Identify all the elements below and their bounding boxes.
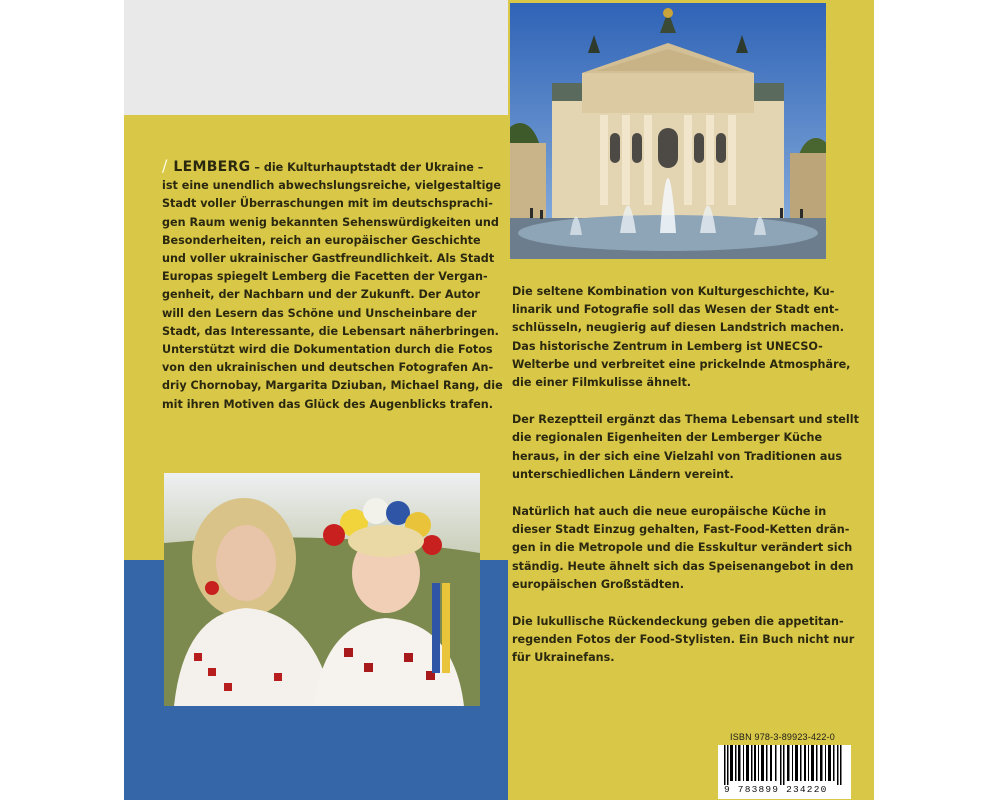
paragraph-line: europäischen Großstädten. bbox=[512, 577, 684, 591]
intro-line: Europas spiegelt Lemberg die Facetten der Vergan- bbox=[162, 270, 488, 284]
lead-word: LEMBERG bbox=[173, 159, 251, 175]
book-back-cover bbox=[124, 0, 874, 800]
intro-text bbox=[162, 157, 503, 414]
paragraph-line: Die seltene Kombination von Kulturgeschichte, Ku- bbox=[512, 285, 835, 298]
intro-line: mit ihren Motiven das Glück des Augenblicks trafen. bbox=[162, 397, 494, 411]
intro-line: gen Raum wenig bekannten Sehenswürdigkeiten und bbox=[162, 215, 499, 229]
paragraph-line: heraus, in der sich eine Vielzahl von Traditionen aus bbox=[512, 449, 843, 463]
paragraph-line: Das historische Zentrum in Lemberg ist UNECSO- bbox=[512, 339, 823, 353]
paragraph bbox=[512, 283, 859, 392]
intro-line: genheit, der Nachbarn und der Zukunft. Der Autor bbox=[162, 288, 480, 302]
right-column-text bbox=[512, 283, 859, 668]
intro-line: Stadt voller Überraschungen mit im deutschsprachi- bbox=[162, 197, 493, 211]
intro-line: ist eine unendlich abwechslungsreiche, vielgestaltige bbox=[162, 179, 502, 193]
intro-line: Unterstützt wird die Dokumentation durch die Fotos bbox=[162, 343, 493, 357]
isbn-label: ISBN 978-3-89923-422-0 bbox=[730, 732, 835, 742]
paragraph-line: dieser Stadt Einzug gehalten, Fast-Food-Ketten drän- bbox=[512, 523, 850, 537]
opera-house-illustration bbox=[510, 3, 826, 259]
intro-line: von den ukrainischen und deutschen Fotografen An- bbox=[162, 361, 494, 375]
paragraph-line: linarik und Fotografie soll das Wesen der Stadt ent- bbox=[512, 303, 839, 317]
paragraph-line: für Ukrainefans. bbox=[512, 651, 615, 665]
paragraph-line: schlüsseln, neugierig auf diesen Landstrich machen. bbox=[512, 321, 845, 335]
mother-daughter-photo bbox=[164, 473, 480, 706]
intro-line: will den Lesern das Schöne und Unscheinbare der bbox=[162, 306, 477, 320]
paragraph-line: Welterbe und verbreitet eine prickelnde Atmosphäre, bbox=[512, 357, 851, 371]
intro-first-line bbox=[162, 157, 503, 177]
mother-daughter-illustration bbox=[164, 473, 480, 706]
barcode-icon bbox=[718, 745, 851, 785]
paragraph-line: die regionalen Eigenheiten der Lemberger Küche bbox=[512, 431, 823, 445]
paragraph bbox=[512, 613, 859, 668]
intro-line: driy Chornobay, Margarita Dziuban, Michael Rang, die bbox=[162, 379, 503, 393]
intro-line: – die Kulturhauptstadt der Ukraine – bbox=[254, 161, 484, 174]
barcode-digits: 9 783899 234220 bbox=[724, 784, 828, 795]
intro-line: Besonderheiten, reich an europäischer Geschichte bbox=[162, 233, 481, 247]
paragraph-line: Der Rezeptteil ergänzt das Thema Lebensart und stellt bbox=[512, 413, 859, 427]
paragraph-line: regenden Fotos der Food-Stylisten. Ein Buch nicht nur bbox=[512, 633, 855, 647]
paragraph-line: gen in die Metropole und die Esskultur verändert sich bbox=[512, 541, 853, 555]
paragraph-line: die einer Filmkulisse ähnelt. bbox=[512, 376, 692, 390]
intro-line: und voller ukrainischer Gastfreundlichkeit. Als Stadt bbox=[162, 252, 495, 266]
paragraph bbox=[512, 411, 859, 484]
paragraph-line: Die lukullische Rückendeckung geben die appetitan- bbox=[512, 615, 844, 629]
paragraph-line: unterschiedlichen Ländern vereint. bbox=[512, 467, 734, 481]
paragraph bbox=[512, 503, 859, 594]
intro-line: Stadt, das Interessante, die Lebensart näherbringen. bbox=[162, 324, 499, 338]
slash-mark: / bbox=[162, 156, 168, 175]
opera-house-photo bbox=[510, 3, 826, 259]
paragraph-line: ständig. Heute ähnelt sich das Speisenangebot in den bbox=[512, 559, 854, 573]
paragraph-line: Natürlich hat auch die neue europäische Küche in bbox=[512, 505, 827, 519]
